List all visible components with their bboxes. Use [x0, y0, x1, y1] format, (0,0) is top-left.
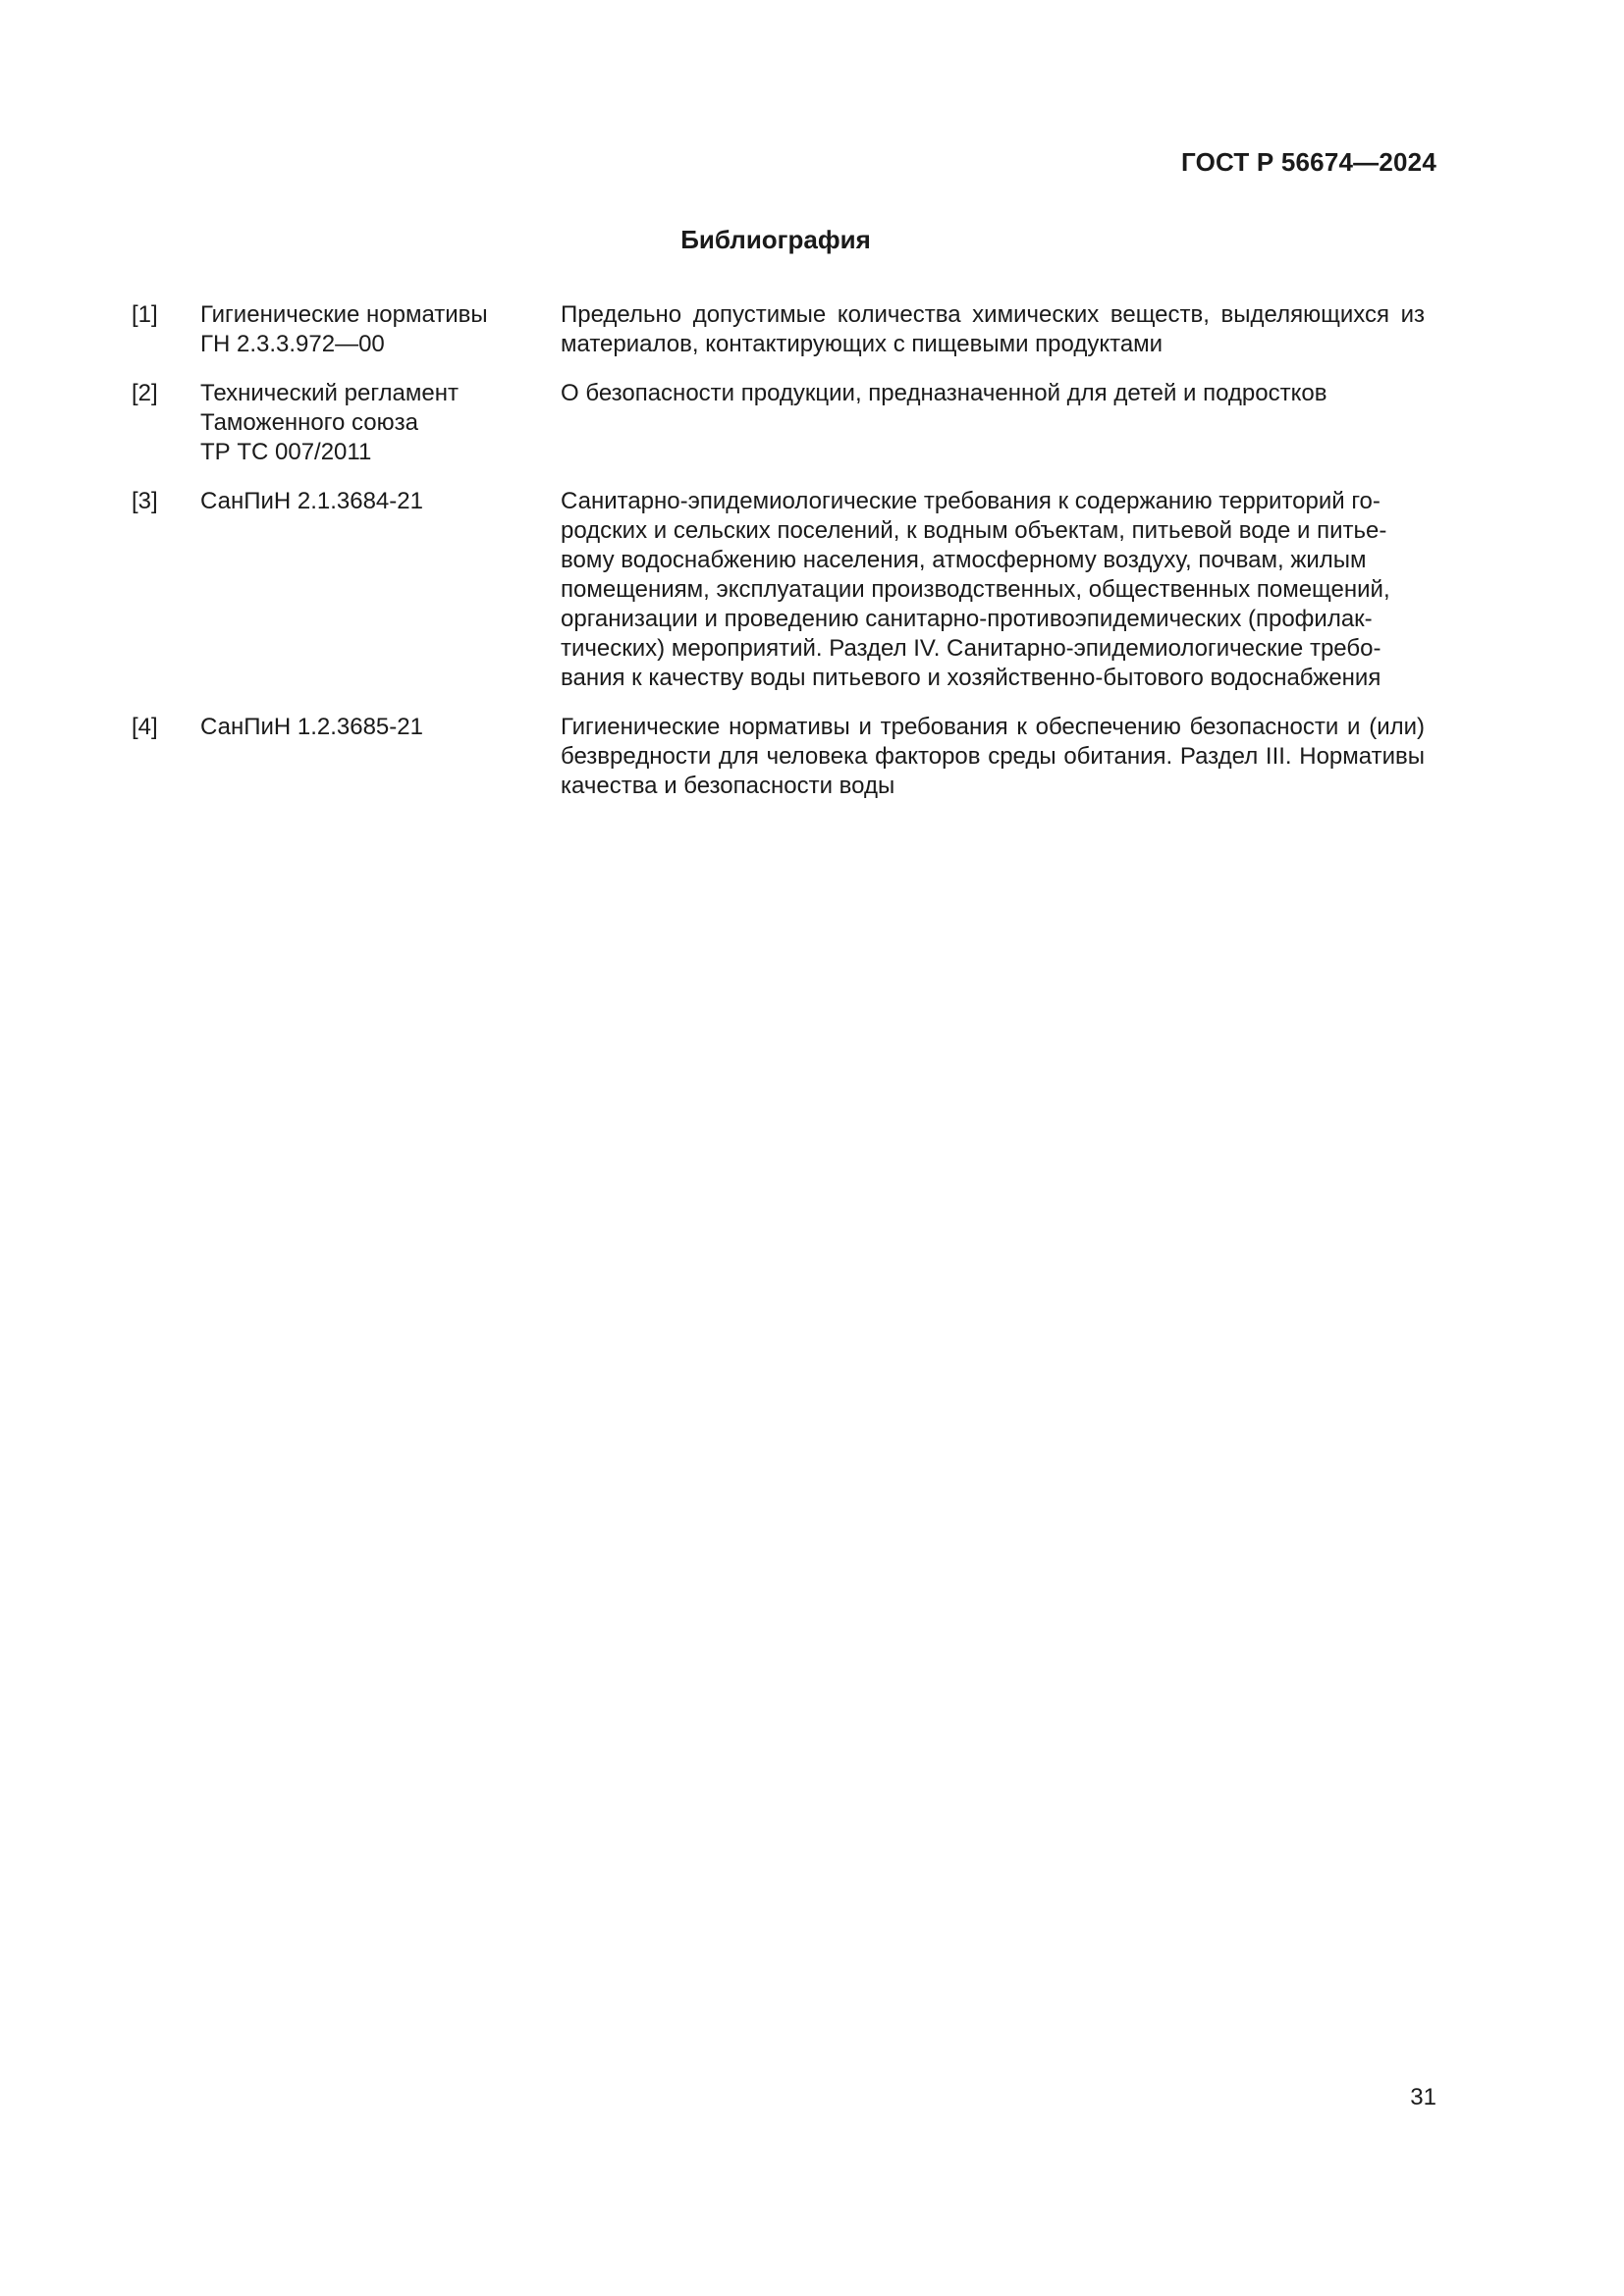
bibliography-entry: [132, 379, 1425, 467]
bibliography-entry: [132, 713, 1425, 801]
entry-number: [2]: [132, 380, 158, 406]
entry-reference: Гигиенические нормативы ГН 2.3.3.972—00: [200, 301, 488, 357]
document-code: ГОСТ Р 56674—2024: [1181, 147, 1436, 177]
entry-title: Предельно допустимые количества химических веществ, выделяющихся из материалов, контактирующих с пищевыми продуктами: [561, 301, 1425, 357]
entry-title: О безопасности продукции, предназначенной для детей и подростков: [561, 380, 1327, 406]
bibliography-entry: [132, 300, 1425, 359]
bibliography-list: [132, 300, 1425, 821]
entry-title: Гигиенические нормативы и требования к обеспечению безопасности и (или) безвредности для человека факторов среды обитания. Раздел III. Нормативы качества и безопасности воды: [561, 714, 1425, 799]
section-title: Библиография: [680, 225, 871, 254]
entry-reference: СанПиН 1.2.3685-21: [200, 714, 423, 740]
bibliography-entry: [132, 487, 1425, 693]
entry-title: Санитарно-эпидемиологические требования к содержанию территорий го- родских и сельских поселений, к водным объектам, питьевой воде и питье- вому водоснабжению населения, атмосферному воздуху, почвам, жилым помещениям, эксплуатации производственных, общественных помещений, организации и проведению санитарно-противоэпидемических (профилак- тических) мероприятий. Раздел IV. Санитарно-эпидемиологические требо- вания к качеству воды питьевого и хозяйственно-бытового водоснабжения: [561, 488, 1390, 691]
entry-reference: Технический регламент Таможенного союза ТР ТС 007/2011: [200, 380, 459, 465]
entry-reference: СанПиН 2.1.3684-21: [200, 488, 423, 514]
entry-number: [1]: [132, 301, 158, 328]
entry-number: [4]: [132, 714, 158, 740]
entry-number: [3]: [132, 488, 158, 514]
page-number: 31: [1410, 2084, 1436, 2110]
